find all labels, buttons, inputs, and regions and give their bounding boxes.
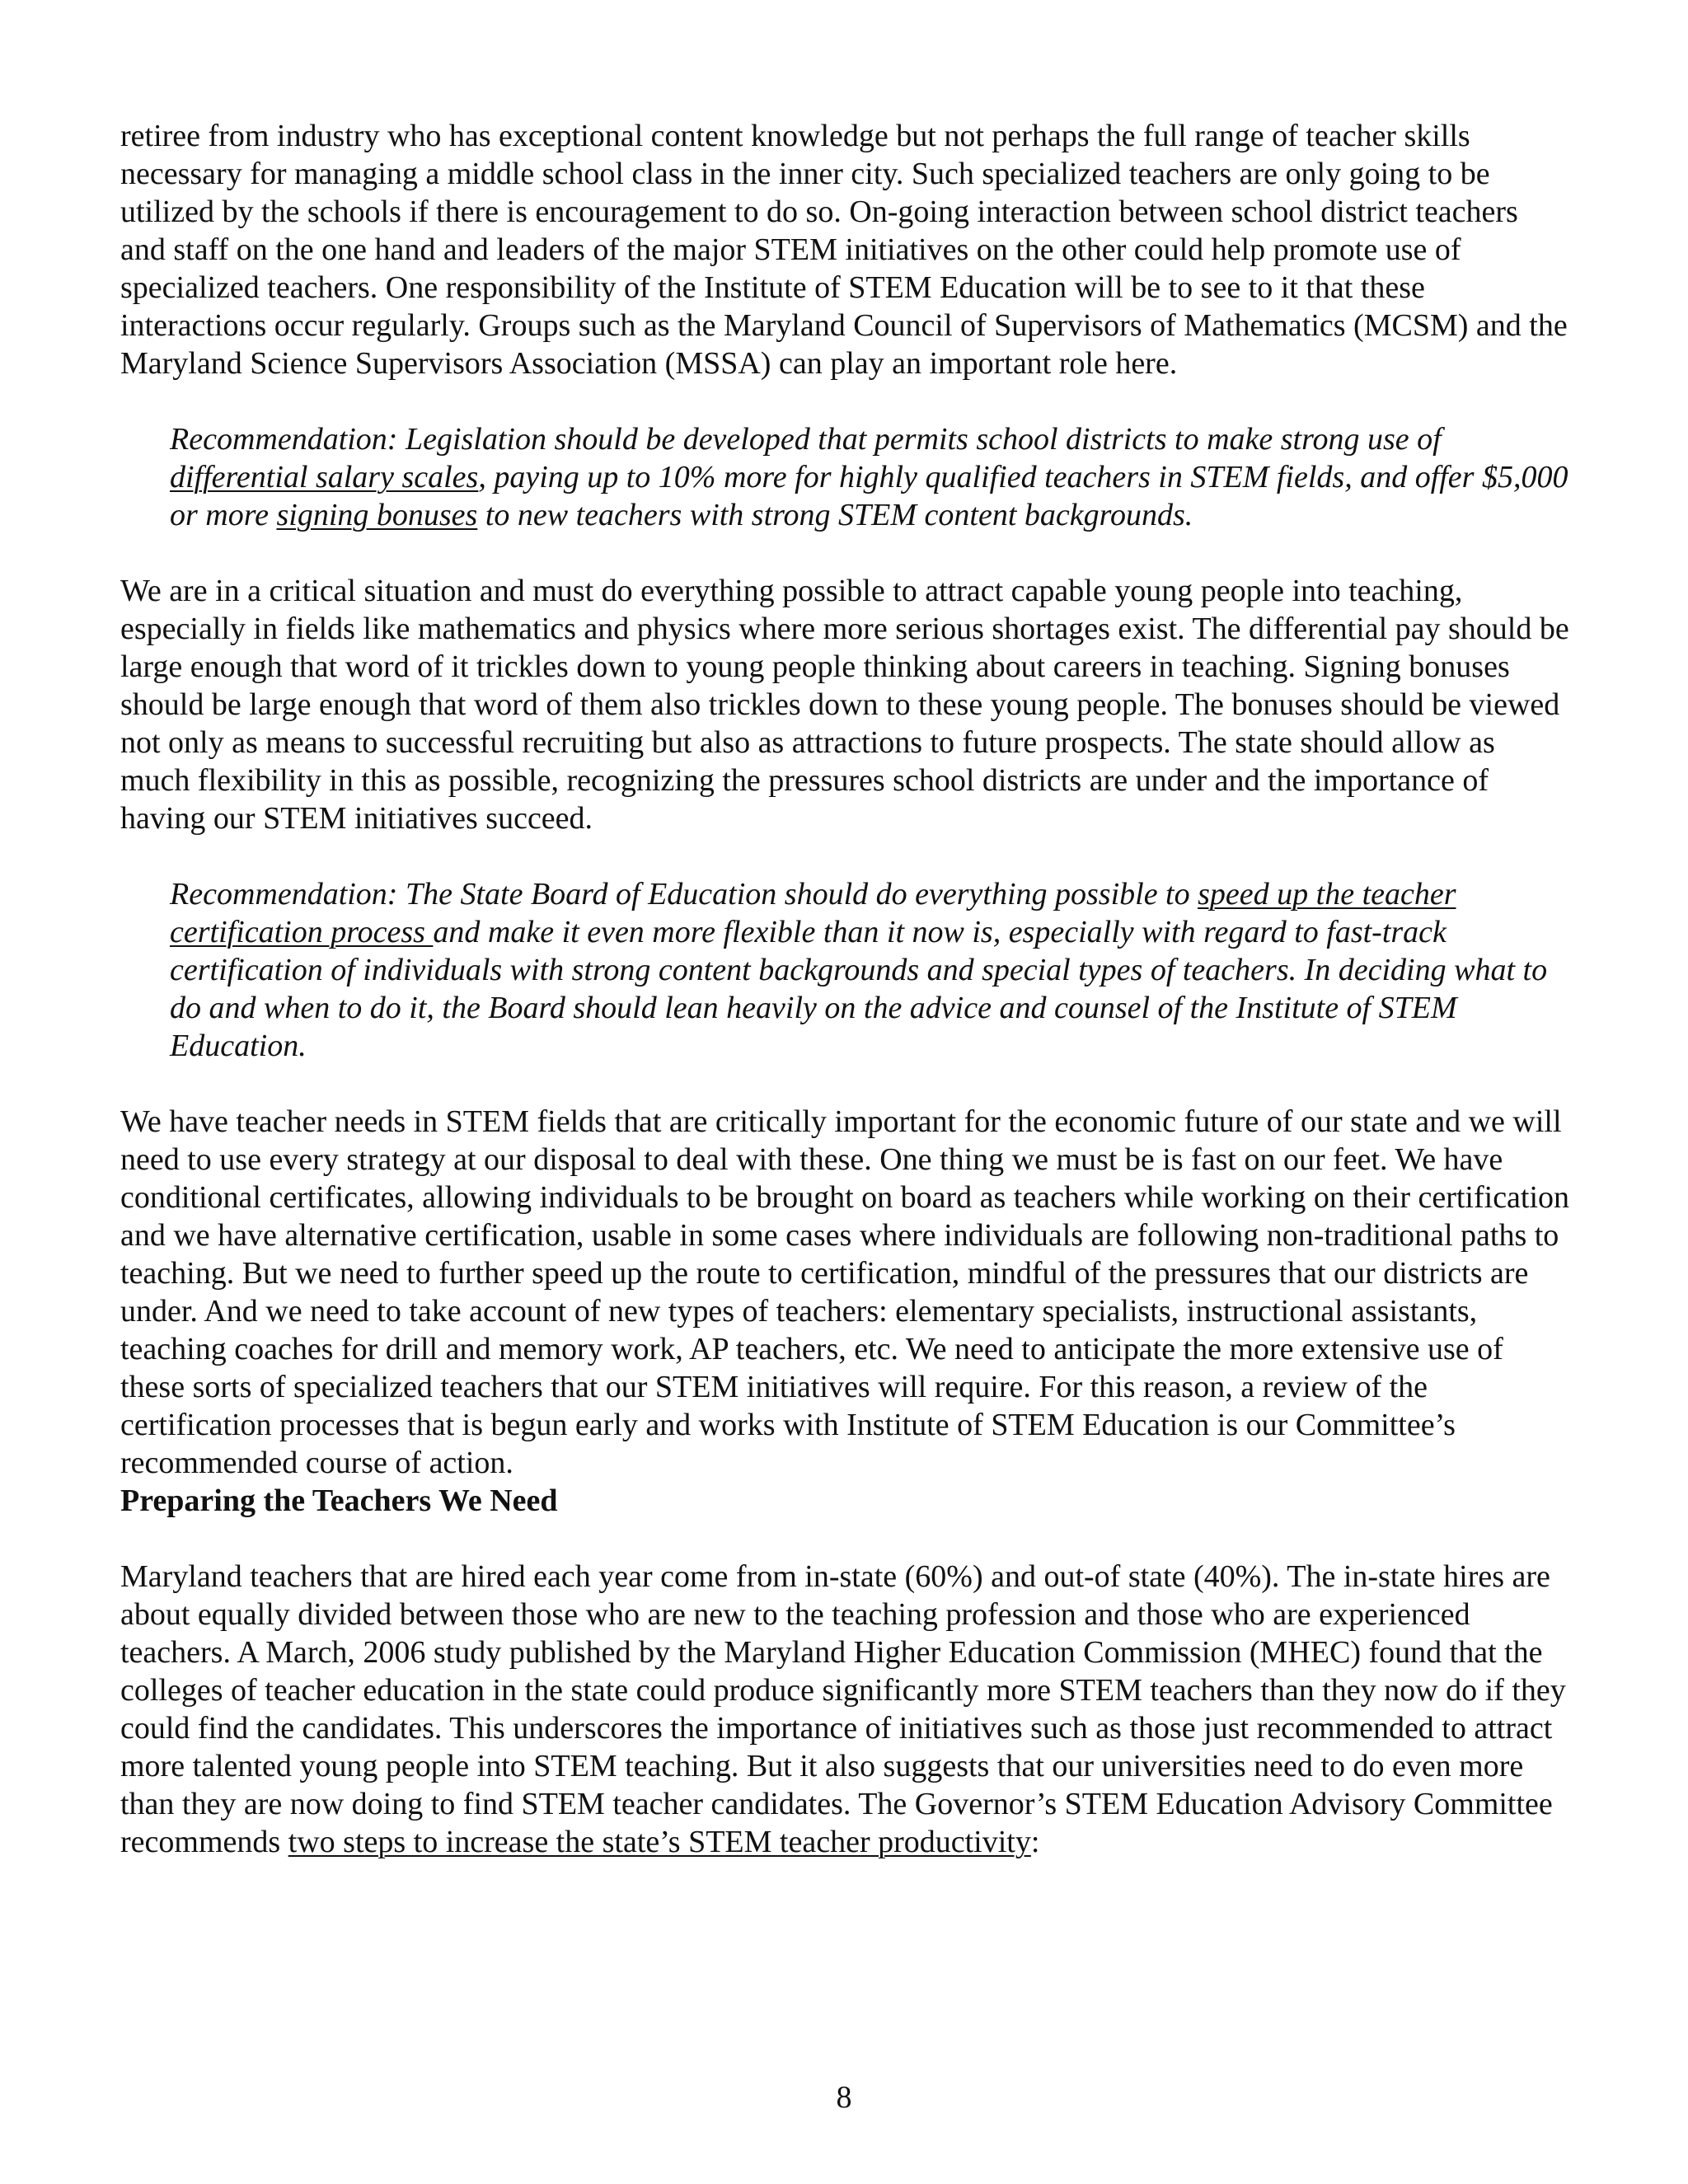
section-heading: Preparing the Teachers We Need [120,1483,558,1518]
body-paragraph-1: retiree from industry who has exceptional content knowledge but not perhaps the full range of teacher skills necessary for managing a middle school class in the inner city. Such specialized teachers are only going to be utilized by the schools if there is encouragement to do so. On-going interaction between school district teachers and staff on the one hand and leaders of the major STEM initiatives on the other could help promote use of specialized teachers. One responsibility of the Institute of STEM Education will be to see to it that these interactions occur regularly. Groups such as the Maryland Council of Supervisors of Mathematics (MCSM) and the Maryland Science Supervisors Association (MSSA) can play an important role here. [120,119,1568,381]
body-paragraph-3: We have teacher needs in STEM fields that are critically important for the economic future of our state and we will need to use every strategy at our disposal to deal with these. One thing we must be is fast on our feet. We have conditional certificates, allowing individuals to be brought on board as teachers while working on their certification and we have alternative certification, usable in some cases where individuals are following non-traditional paths to teaching. But we need to further speed up the route to certification, mindful of the pressures that our districts are under. And we need to take account of new types of teachers: elementary specialists, instructional assistants, teaching coaches for drill and memory work, AP teachers, etc. We need to anticipate the more extensive use of these sorts of specialized teachers that our STEM initiatives will require. For this reason, a review of the certification processes that is begun early and works with Institute of STEM Education is our Committee’s recommended course of action. [120,1104,1570,1480]
recommendation-2 [120,875,1571,1065]
recommendation-1 [120,420,1571,534]
rec1-underlined-2: signing bonuses [276,498,478,532]
para4-text-1: Maryland teachers that are hired each year come from in-state (60%) and out-of state (40%). The in-state hires are about equally divided between those who are new to the teaching profession and those who are experienced teachers. A March, 2006 study published by the Maryland Higher Education Commission (MHEC) found that the colleges of teacher education in the state could produce significantly more STEM teachers than they now do if they could find the candidates. This underscores the importance of initiatives such as those just recommended to attract more talented young people into STEM teaching. But it also suggests that our universities need to do even more than they are now doing to find STEM teacher candidates. The Governor’s STEM Education Advisory Committee recommends [120,1559,1566,1859]
rec1-text-2: , paying up to 10% more for highly qualified teachers in STEM fields, and offer $5,000 or more [170,460,1568,532]
para4-text-2: : [1030,1825,1040,1859]
body-paragraph-4 [120,1558,1571,1861]
rec2-underlined-1: speed up the teacher certification process [170,877,1456,949]
page-number: 8 [836,2080,852,2115]
rec1-text-3: to new teachers with strong STEM content backgrounds. [477,498,1193,532]
para4-underlined: two steps to increase the state’s STEM teacher productivity [288,1825,1031,1859]
body-paragraph-2: We are in a critical situation and must do everything possible to attract capable young people into teaching, especially in fields like mathematics and physics where more serious shortages exist. The differential pay should be large enough that word of it trickles down to young people thinking about careers in teaching. Signing bonuses should be large enough that word of them also trickles down to these young people. The bonuses should be viewed not only as means to successful recruiting but also as attractions to future prospects. The state should allow as much flexibility in this as possible, recognizing the pressures school districts are under and the importance of having our STEM initiatives succeed. [120,574,1569,836]
rec1-text-1: Recommendation: Legislation should be developed that permits school districts to make strong use of [170,422,1442,457]
rec2-text-1: Recommendation: The State Board of Education should do everything possible to [170,877,1198,912]
document-page [120,117,1571,1861]
rec1-underlined-1: differential salary scales [170,460,479,494]
rec2-text-2: and make it even more flexible than it now is, especially with regard to fast-track certification of individuals with strong content backgrounds and special types of teachers. In deciding what to do and when to do it, the Board should lean heavily on the advice and counsel of the Institute of STEM Education. [170,915,1548,1063]
